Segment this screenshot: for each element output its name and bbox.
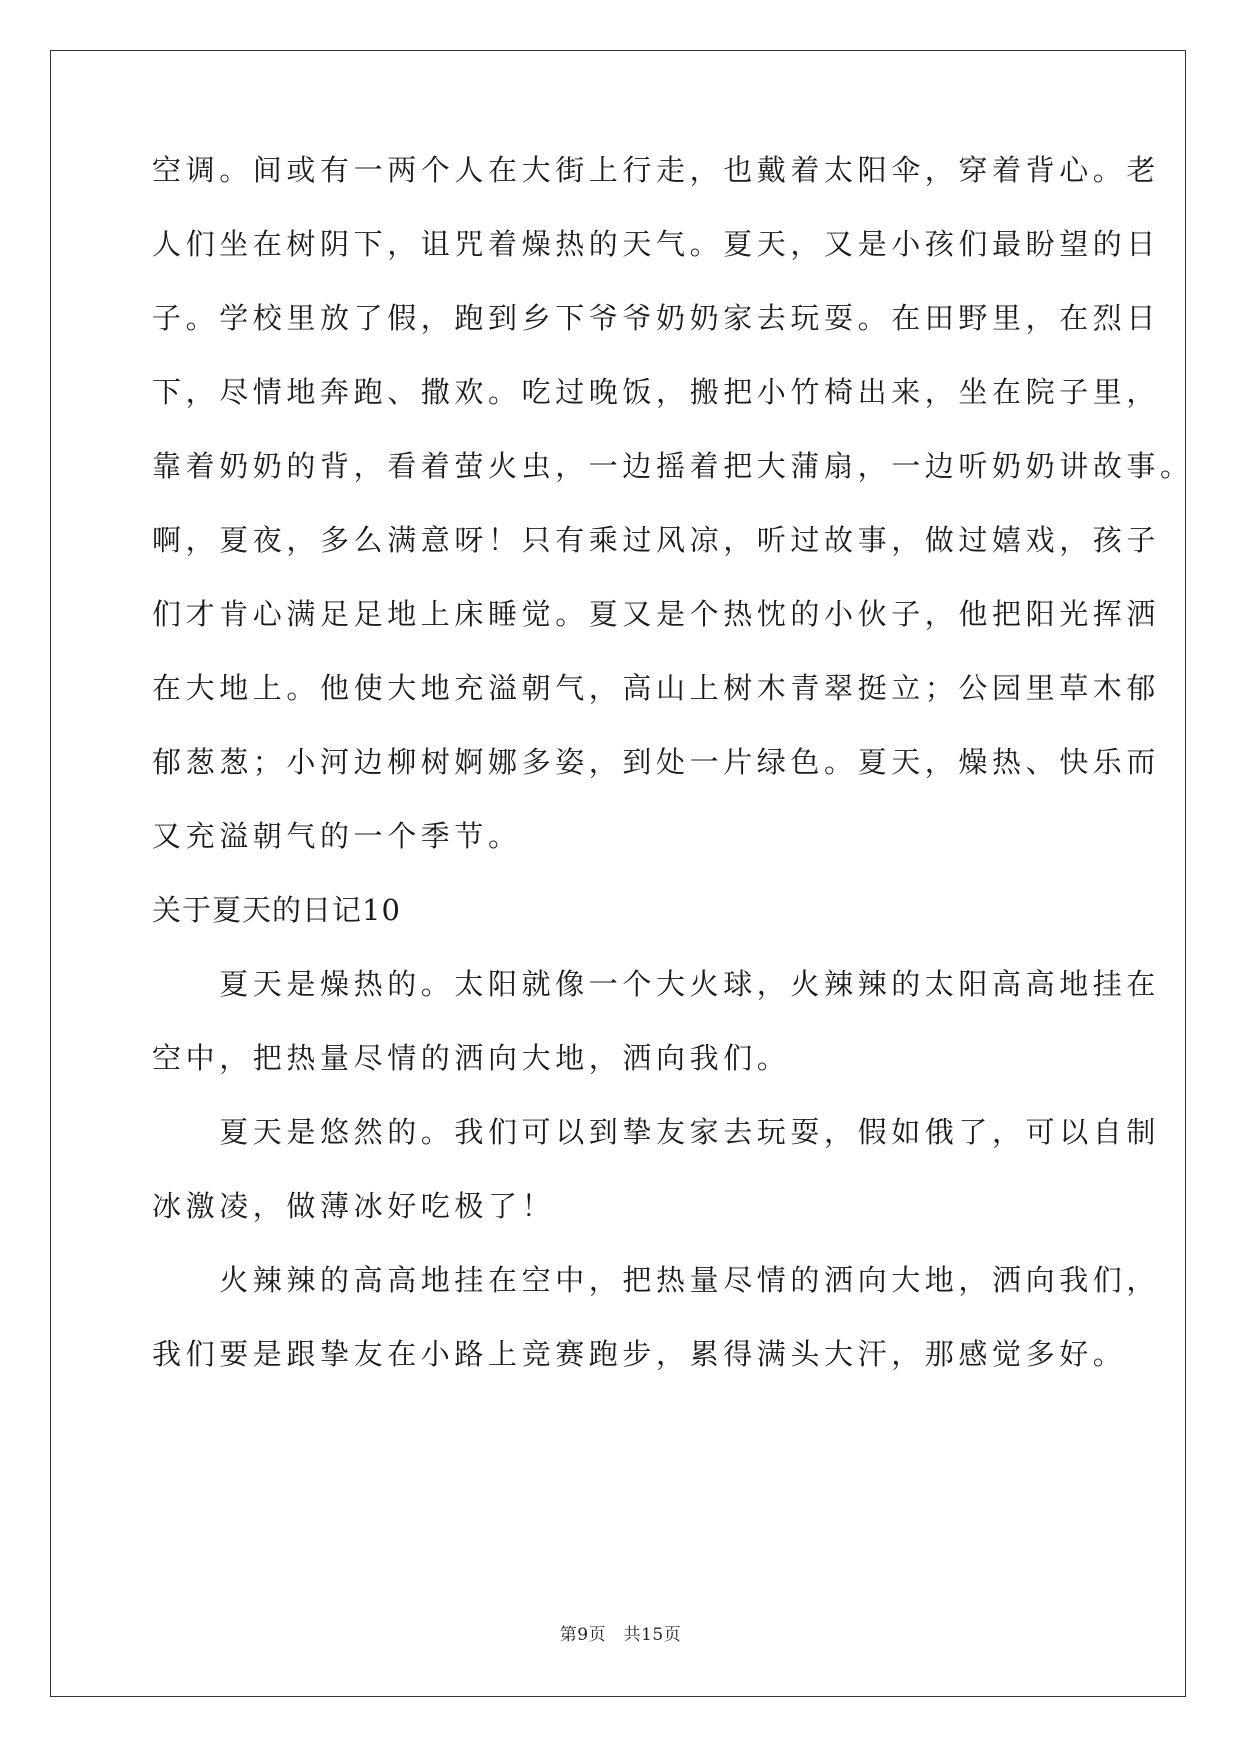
text-line: 我们要是跟挚友在小路上竞赛跑步，累得满头大汗，那感觉多好。: [152, 1337, 1127, 1371]
text-line: 子。学校里放了假，跑到乡下爷爷奶奶家去玩耍。在田野里，在烈日: [152, 301, 1161, 335]
text-line: 靠着奶奶的背，看着萤火虫，一边摇着把大蒲扇，一边听奶奶讲故事。: [152, 449, 1194, 483]
text-line: 冰激凌，做薄冰好吃极了！: [152, 1189, 556, 1223]
text-line: 空调。间或有一两个人在大街上行走，也戴着太阳伞，穿着背心。老: [152, 153, 1161, 187]
paragraph-line: 夏天是燥热的。太阳就像一个大火球，火辣辣的太阳高高地挂在: [152, 967, 1161, 1001]
text-line: 空中，把热量尽情的洒向大地，洒向我们。: [152, 1041, 791, 1075]
text-line: 人们坐在树阴下，诅咒着燥热的天气。夏天，又是小孩们最盼望的日: [152, 227, 1161, 261]
section-heading: 关于夏天的日记10: [152, 893, 401, 927]
text-line: 郁葱葱；小河边柳树婀娜多姿，到处一片绿色。夏天，燥热、快乐而: [152, 745, 1161, 779]
paragraph-line: 夏天是悠然的。我们可以到挚友家去玩耍，假如俄了，可以自制: [152, 1115, 1161, 1149]
text-line: 啊，夏夜，多么满意呀！只有乘过风凉，听过故事，做过嬉戏，孩子: [152, 523, 1161, 557]
paragraph-line: 火辣辣的高高地挂在空中，把热量尽情的洒向大地，洒向我们，: [152, 1263, 1161, 1297]
text-line: 在大地上。他使大地充溢朝气，高山上树木青翠挺立；公园里草木郁: [152, 671, 1161, 705]
text-line: 下，尽情地奔跑、撒欢。吃过晚饭，搬把小竹椅出来，坐在院子里，: [152, 375, 1161, 409]
page-number: 第9页 共15页: [559, 1625, 682, 1645]
text-line: 又充溢朝气的一个季节。: [152, 819, 522, 853]
text-line: 们才肯心满足足地上床睡觉。夏又是个热忱的小伙子，他把阳光挥洒: [152, 597, 1161, 631]
page-border: [50, 50, 1186, 1697]
